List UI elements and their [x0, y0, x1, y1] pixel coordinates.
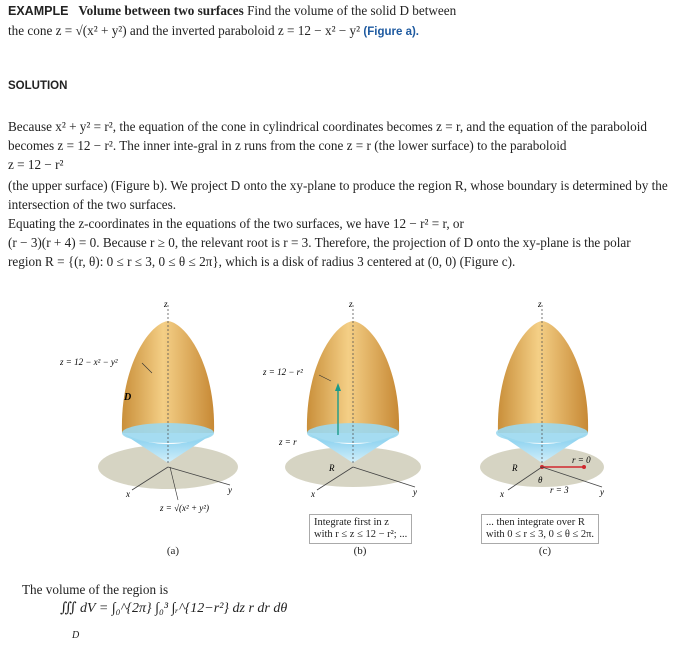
solution-heading: SOLUTION [8, 80, 68, 92]
solution-line-2: becomes z = 12 − r². The inner inte-gral in z runs from the cone z = r (the lower surface) to the paraboloid [8, 138, 567, 153]
figure-a [60, 295, 260, 525]
figure-a-caption: (a) [166, 545, 180, 557]
figure-b [255, 295, 435, 515]
cone-label: z = √(x² + y²) [160, 503, 209, 513]
figure-b-caption: (b) [353, 545, 367, 557]
paraboloid-label: z = 12 − r² [263, 367, 303, 377]
volume-formula-text: ∭ dV = ∫₀^{2π} ∫₀³ ∫ᵣ^{12−r²} dz r dr dθ [60, 601, 288, 616]
solution-line-6: Equating the z-coordinates in the equations of the two surfaces, we have 12 − r² = r, or [8, 216, 464, 231]
example-line2-text: the cone z = √(x² + y²) and the inverted paraboloid z = 12 − x² − y² [8, 23, 361, 38]
example-line2 [8, 23, 419, 39]
region-d-subscript: D [72, 630, 80, 641]
figure-b-callout [309, 514, 412, 544]
z-axis-label: z [538, 299, 542, 309]
figure-c-callout [481, 514, 599, 544]
solution-line-5: intersection of the two surfaces. [8, 197, 177, 212]
example-line1: Find the volume of the solid D between [247, 3, 457, 18]
example-label: EXAMPLE [8, 4, 69, 18]
callout-c-line1: ... then integrate over R [486, 517, 585, 528]
paraboloid-surface [498, 321, 588, 433]
z-axis-label: z [164, 299, 168, 309]
solution-line-7: (r − 3)(r + 4) = 0. Because r ≥ 0, the relevant root is r = 3. Therefore, the projection of D onto the xy-plane is the polar [8, 235, 631, 250]
example-header [8, 3, 456, 19]
figure-c [480, 295, 660, 515]
figure-a-reference[interactable]: (Figure a). [363, 26, 419, 38]
solution-line-3: z = 12 − r² [8, 157, 64, 172]
region-r-label: R [329, 463, 335, 473]
paraboloid-label: z = 12 − x² − y² [60, 357, 118, 367]
r-three-label: r = 3 [550, 485, 569, 495]
callout-c-line2: with 0 ≤ r ≤ 3, 0 ≤ θ ≤ 2π. [486, 529, 595, 540]
volume-formula [60, 600, 287, 617]
radius-endpoint-outer [582, 465, 586, 469]
cone-label: z = r [279, 437, 297, 447]
solution-line-1: Because x² + y² = r², the equation of the cone in cylindrical coordinates becomes z = r, and the equation of the paraboloid [8, 119, 647, 134]
solid-d-label: D [124, 392, 132, 403]
solution-line-4: (the upper surface) (Figure b). We project D onto the xy-plane to produce the region R, whose boundary is determined by the [8, 178, 668, 193]
callout-b-line1: Integrate first in z [314, 517, 389, 528]
r-zero-label: r = 0 [572, 455, 591, 465]
y-axis-label: y [413, 487, 417, 497]
x-axis-label: x [311, 489, 315, 499]
theta-label: θ [538, 475, 543, 485]
volume-intro: The volume of the region is [22, 582, 169, 597]
callout-b-line2: with r ≤ z ≤ 12 − r²; ... [314, 529, 408, 540]
y-axis-label: y [228, 485, 232, 495]
x-axis-label: x [500, 489, 504, 499]
example-title: Volume between two surfaces [78, 3, 244, 18]
z-axis-label: z [349, 299, 353, 309]
x-axis-label: x [126, 489, 130, 499]
y-axis-label: y [600, 487, 604, 497]
region-r-label: R [512, 463, 518, 473]
figure-c-caption: (c) [538, 545, 552, 557]
solution-line-8: region R = {(r, θ): 0 ≤ r ≤ 3, 0 ≤ θ ≤ 2π}, which is a disk of radius 3 centered at (0, 0) (Figure c). [8, 254, 516, 269]
